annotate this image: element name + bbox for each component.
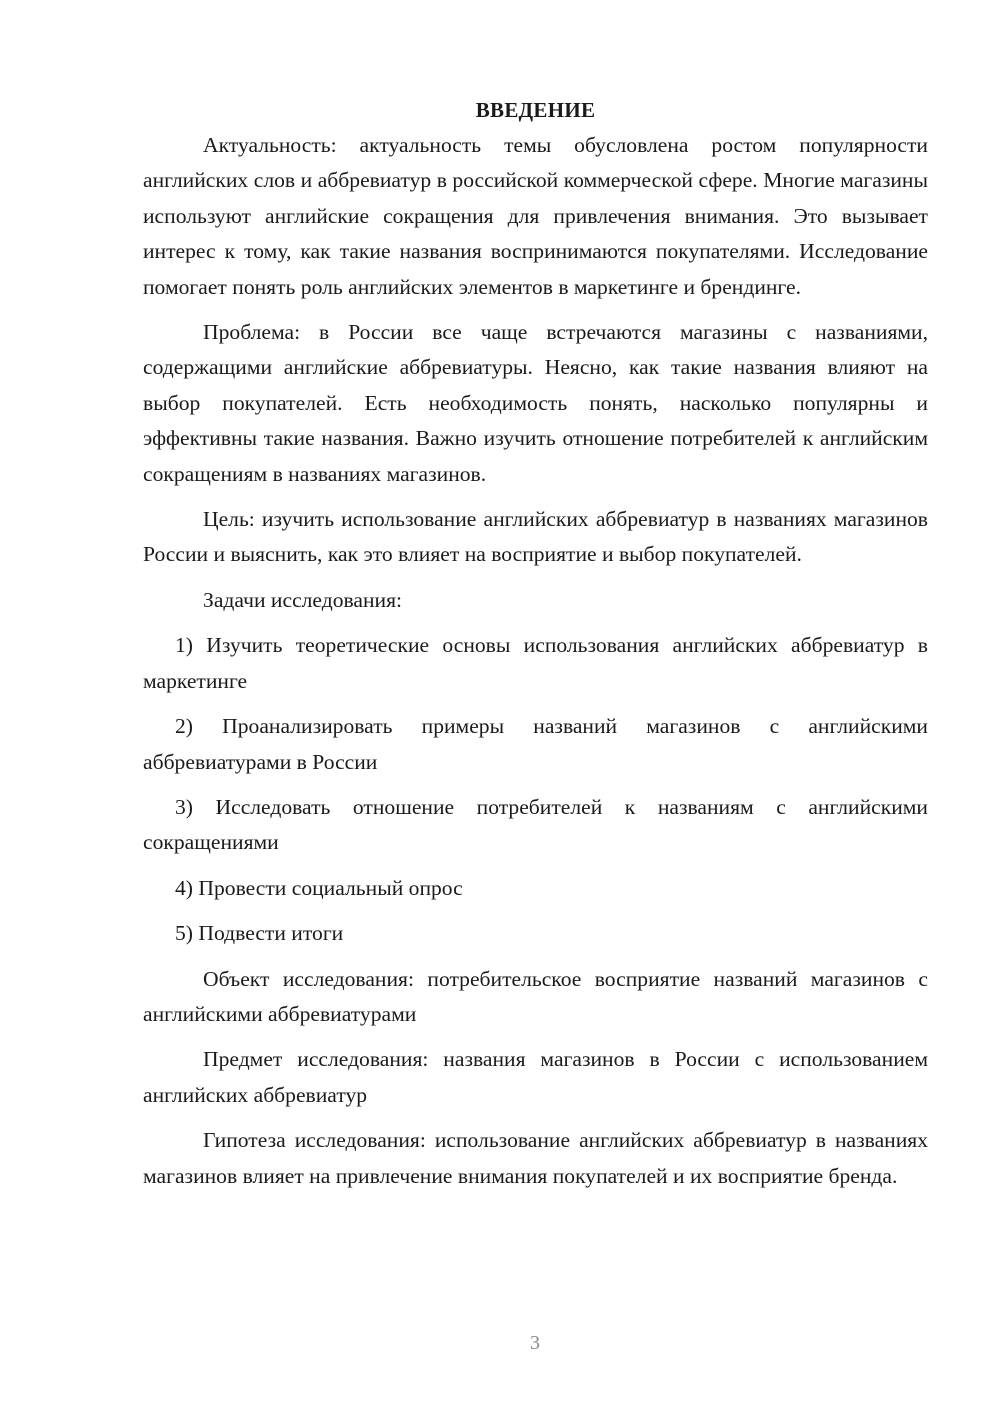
object-paragraph: Объект исследования: потребительское восприятие названий магазинов с английскими аббревиатурами [143, 966, 928, 1026]
goal-paragraph: Цель: изучить использование английских аббревиатур в названиях магазинов России и выяснить, как это влияет на восприятие и выбор покупателей. [143, 507, 928, 567]
task-item-3: 3) Исследовать отношение потребителей к названиям с английскими сокращениями [143, 794, 928, 855]
task-item-2: 2) Проанализировать примеры названий магазинов с английскими аббревиатурами в России [143, 714, 928, 774]
tasks-heading: Задачи исследования: [203, 587, 403, 612]
task-item-4: 4) Провести социальный опрос [175, 875, 463, 900]
hypothesis-paragraph: Гипотеза исследования: использование английских аббревиатур в названиях магазинов влияет на привлечение внимания покупателей и их восприятие бренда. [143, 1128, 928, 1188]
page-number: 3 [530, 1332, 540, 1354]
relevance-paragraph: Актуальность: актуальность темы обусловлена ростом популярности английских слов и аббревиатур в российской коммерческой сфере. Многие магазины используют английские сокращения для привлечения внимания. Это вызывает интерес к тому, как такие названия воспринимаются покупателями. Исследование помогает понять роль английских элементов в маркетинге и брендинге. [143, 133, 928, 299]
task-item-5: 5) Подвести итоги [175, 921, 344, 946]
section-title: ВВЕДЕНИЕ [475, 98, 596, 122]
subject-paragraph: Предмет исследования: названия магазинов в России с использованием английских аббревиатур [143, 1047, 928, 1107]
problem-paragraph: Проблема: в России все чаще встречаются магазины с названиями, содержащими английские аббревиатуры. Неясно, как такие названия влияют на выбор покупателей. Есть необходимость понять, насколько популярны и эффективны такие названия. Важно изучить отношение потребителей к английским сокращениям в названиях магазинов. [143, 320, 928, 486]
document-page [143, 92, 928, 1194]
task-item-1: 1) Изучить теоретические основы использования английских аббревиатур в маркетинге [143, 633, 928, 693]
